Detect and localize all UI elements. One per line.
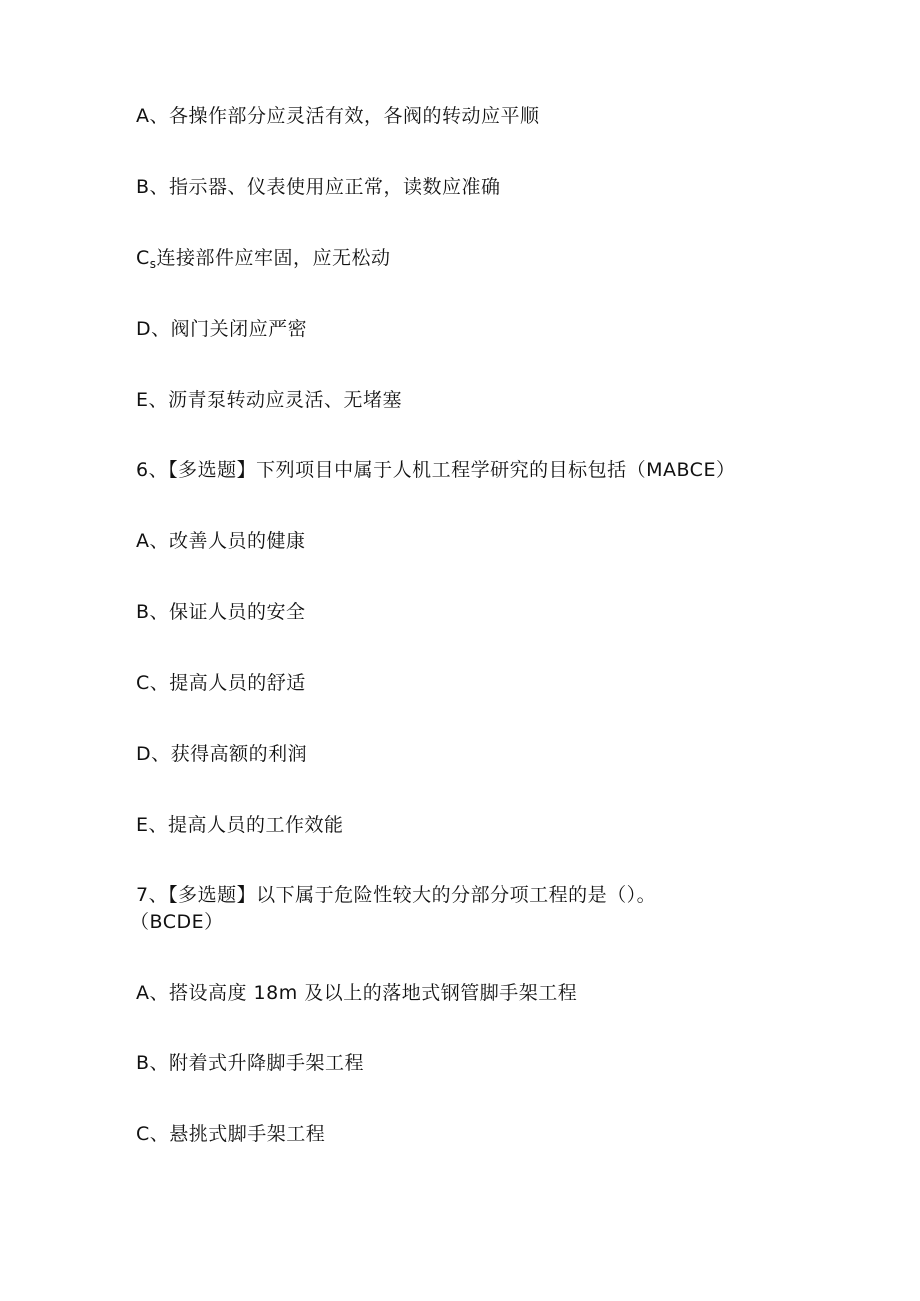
q7-option-a: A、搭设高度 18m 及以上的落地式钢管脚手架工程 bbox=[136, 982, 578, 1004]
option-e-text: E、沥青泵转动应灵活、无堵塞 bbox=[136, 389, 403, 411]
option-c-letter: C bbox=[136, 247, 150, 269]
q7-option-b: B、附着式升降脚手架工程 bbox=[136, 1052, 365, 1074]
option-a-text: A、各操作部分应灵活有效，各阀的转动应平顺 bbox=[136, 105, 540, 127]
question-7-answer: （BCDE） bbox=[130, 911, 224, 933]
option-d-text: D、阀门关闭应严密 bbox=[136, 318, 308, 340]
q7-option-c: C、悬挑式脚手架工程 bbox=[136, 1123, 326, 1145]
question-6-text: 6、【多选题】下列项目中属于人机工程学研究的目标包括（MABCE） bbox=[136, 459, 736, 481]
q6-option-e: E、提高人员的工作效能 bbox=[136, 814, 344, 836]
q6-option-d: D、获得高额的利润 bbox=[136, 743, 308, 765]
option-c-body: 连接部件应牢固，应无松动 bbox=[156, 247, 391, 269]
q6-option-a: A、改善人员的健康 bbox=[136, 530, 306, 552]
q6-option-b: B、保证人员的安全 bbox=[136, 601, 306, 623]
option-c-text bbox=[136, 245, 391, 277]
q6-option-c: C、提高人员的舒适 bbox=[136, 672, 306, 694]
option-b-text: B、指示器、仪表使用应正常，读数应准确 bbox=[136, 176, 501, 198]
option-c-subscript: s bbox=[149, 257, 157, 271]
question-7-text: 7、【多选题】以下属于危险性较大的分部分项工程的是（）。 bbox=[136, 884, 657, 906]
